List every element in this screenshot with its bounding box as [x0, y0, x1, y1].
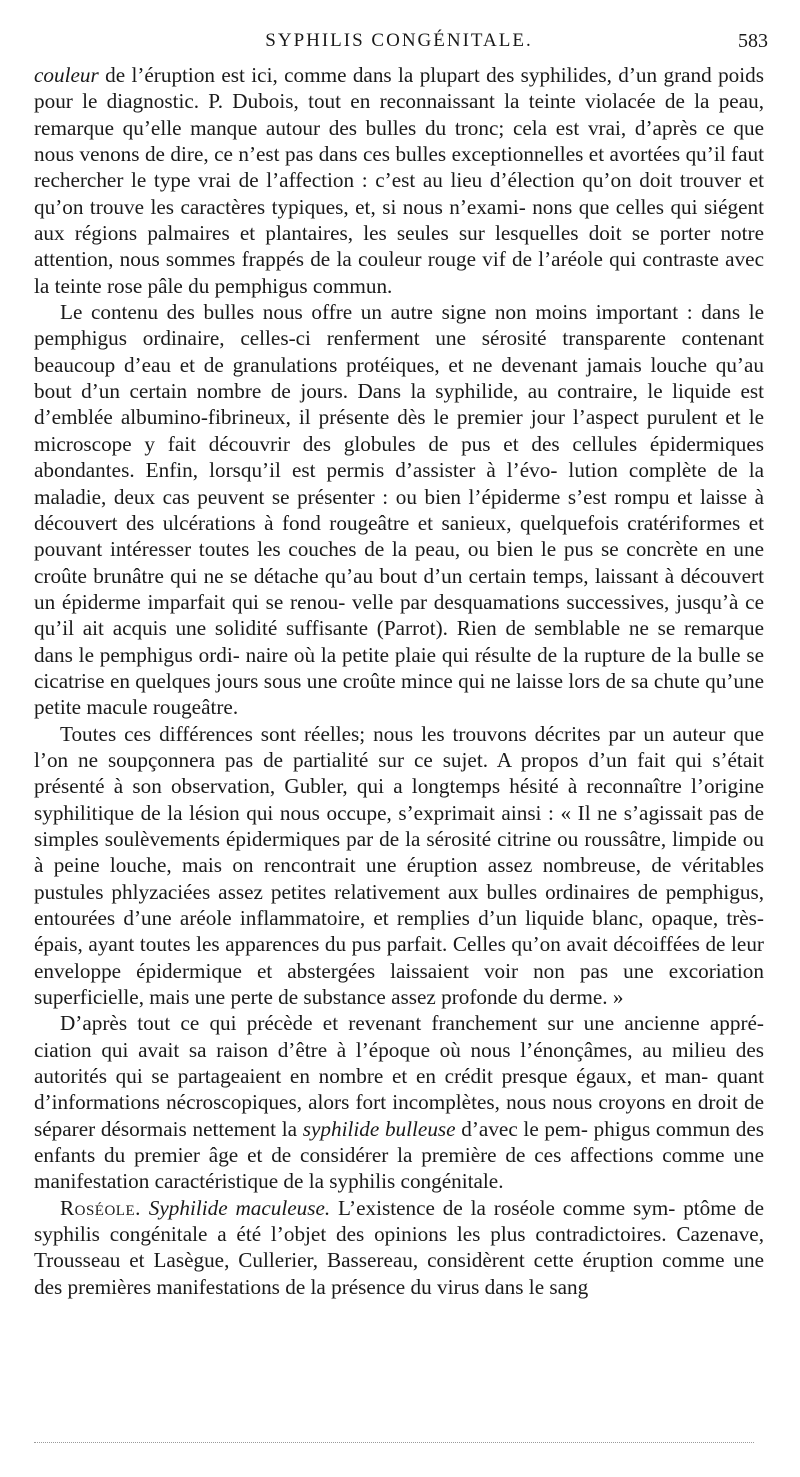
paragraph-1-segment-1: couleur [34, 63, 99, 87]
running-head [34, 28, 768, 62]
paragraph-5-segment-3: Syphilide maculeuse. [148, 1195, 331, 1220]
paragraph-1 [34, 62, 764, 299]
footer-dotted-rule [34, 1442, 754, 1443]
paragraph-5-segment-4: L’existence de la roséole comme sym- ptôme de syphilis congénitale a été l’objet des opinions les plus contradictoires. Cazenave, Trousseau et Lasègue, Cullerier, Bassereau, considèrent cette éruption comme une des premières manifestations de la présence du virus dans le sang [34, 1195, 764, 1299]
paragraph-2 [34, 299, 764, 721]
paragraph-5 [34, 1195, 764, 1300]
page [34, 28, 768, 1300]
page-number: 583 [738, 30, 768, 52]
body-text [34, 62, 764, 1300]
paragraph-5-segment-2 [141, 1196, 149, 1220]
running-title: SYPHILIS CONGÉNITALE. [265, 30, 533, 51]
paragraph-3-segment-1: Toutes ces différences sont réelles; nous les trouvons décrites par un auteur que l’on ne soupçonnera pas de partialité sur ce sujet. A propos d’un fait qui s’était présenté à son observation, Gubler, qui a longtemps hésité à reconnaître l’origine syphilitique de la lésion qui nous occupe, s’exprimait ainsi : « Il ne s’agissait pas de simples soulèvements épidermiques par de la sérosité citrine ou roussâtre, limpide ou à peine louche, mais on rencontrait une éruption assez nombreuse, de véritables pustules phlyzaciées assez petites relativement aux bulles ordinaires de pemphigus, entourées d’une aréole inflammatoire, et remplies d’un liquide blanc, opaque, très-épais, ayant toutes les apparences du pus parfait. Celles qu’on avait décoiffées de leur enveloppe épidermique et abstergées laissaient voir non pas une excoriation superficielle, mais une perte de substance assez profonde du derme. » [34, 721, 764, 1010]
paragraph-2-segment-1: Le contenu des bulles nous offre un autre signe non moins important : dans le pemphigus ordinaire, celles-ci renferment une sérosité transparente contenant beaucoup d’eau et de granulations protéiques, et ne devenant jamais louche qu’au bout d’un certain nombre de jours. Dans la syphilide, au contraire, le liquide est d’emblée albumino-fibrineux, il présente dès le premier jour l’aspect purulent et le microscope y fait découvrir des globules de pus et des cellules épidermiques abondantes. Enfin, lorsqu’il est permis d’assister à l’évo- lution complète de la maladie, deux cas peuvent se présenter : ou bien l’épiderme s’est rompu et laisse à découvert des ulcérations à fond rougeâtre et sanieux, quelquefois cratériformes et pouvant intéresser toutes les couches de la peau, ou bien le pus se concrète en une croûte brunâtre qui ne se détache qu’au bout d’un certain temps, laissant à découvert un épiderme imparfait qui se renou- velle par desquamations successives, jusqu’à ce qu’il ait acquis une solidité suffisante (Parrot). Rien de semblable ne se remarque dans le pemphigus ordi- naire où la petite plaie qui résulte de la rupture de la bulle se cicatrise en quelques jours sous une croûte mince qui ne laisse lors de sa chute qu’une petite macule rougeâtre. [34, 300, 764, 720]
paragraph-4-segment-2: syphilide bulleuse [302, 1116, 456, 1141]
paragraph-3 [34, 721, 764, 1011]
section-heading-roseole: Roséole. [60, 1195, 141, 1220]
paragraph-1-segment-2: de l’éruption est ici, comme dans la plupart des syphilides, d’un grand poids pour le diagnostic. P. Dubois, tout en reconnaissant la teinte violacée de la peau, remarque qu’elle manque autour des bulles du tronc; cela est vrai, d’après ce que nous venons de dire, ce n’est pas dans ces bulles exceptionnelles et avortées qu’il faut rechercher le type vrai de l’affection : c’est au lieu d’élection qu’on doit trouver et qu’on trouve les caractères typiques, et, si nous n’exami- nons que celles qui siégent aux régions palmaires et plantaires, les seules sur lesquelles doit se porter notre attention, nous sommes frappés de la couleur rouge vif de l’aréole qui contraste avec la teinte rose pâle du pemphigus commun. [34, 63, 764, 298]
paragraph-4 [34, 1010, 764, 1194]
paragraph-4-segment-3: d’avec le pem- phigus commun des enfants du premier âge et de considérer la première de ces affections comme une manifestation caractéristique de la syphilis congénitale. [34, 1116, 764, 1194]
paragraph-4-segment-1: D’après tout ce qui précède et revenant franchement sur une ancienne appré- ciation qui avait sa raison d’être à l’époque où nous l’énonçâmes, au milieu des autorités qui se partageaient en nombre et en crédit presque égaux, et man- quant d’informations nécroscopiques, alors fort incomplètes, nous nous croyons en droit de séparer désormais nettement la [34, 1011, 764, 1141]
